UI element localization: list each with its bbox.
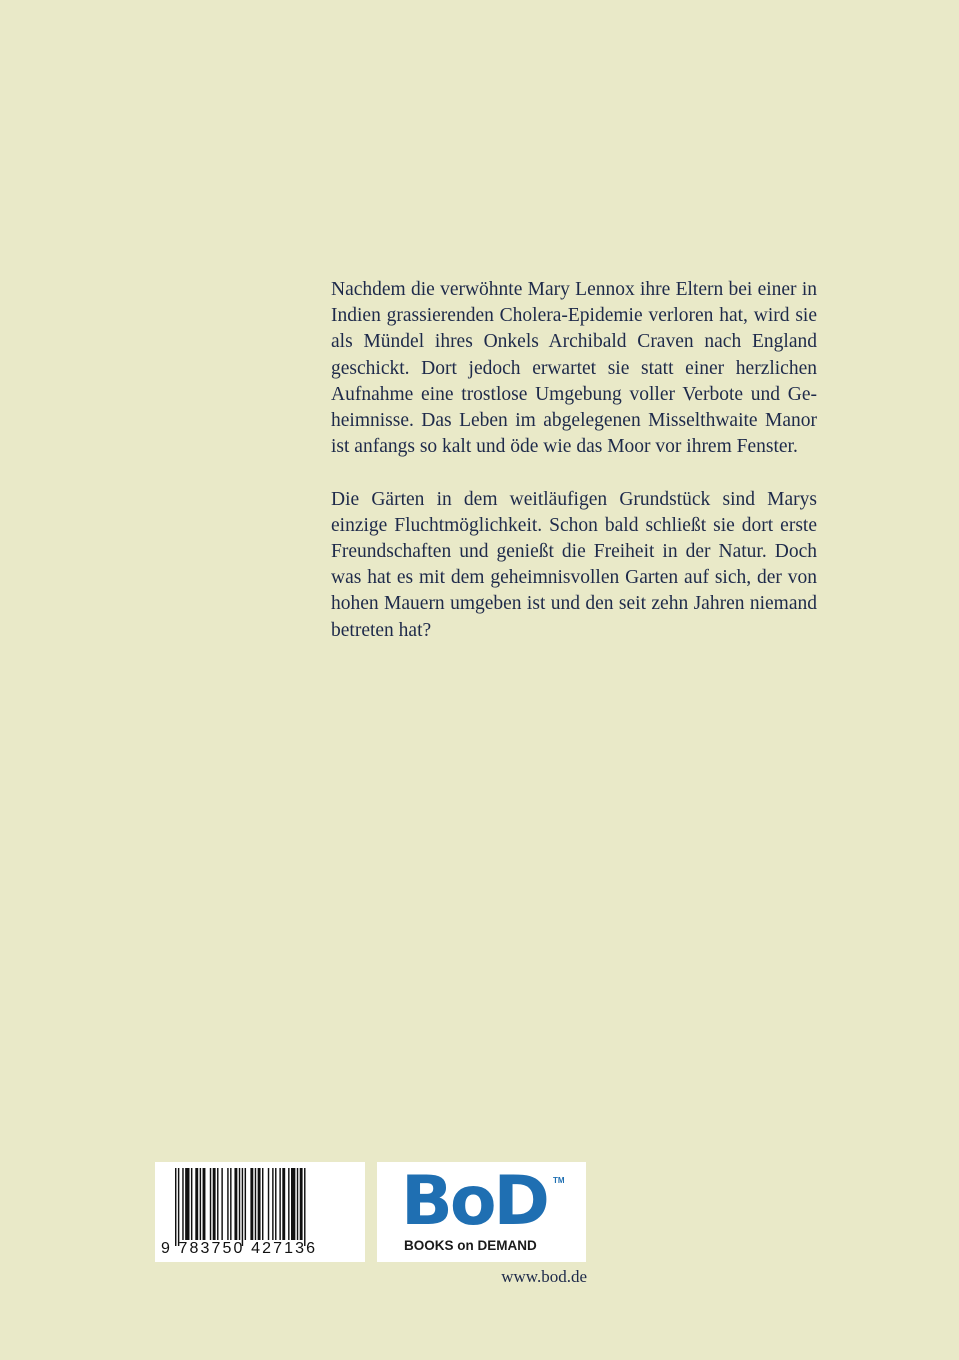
barcode-bar <box>230 1168 231 1240</box>
barcode-bar <box>279 1168 280 1240</box>
barcode-bar <box>210 1168 211 1240</box>
barcode-bar <box>275 1168 276 1240</box>
barcode-bar <box>262 1168 263 1240</box>
barcode-bar <box>272 1168 273 1240</box>
bod-logo <box>377 1162 586 1262</box>
barcode-bar <box>288 1168 289 1240</box>
barcode-bar <box>200 1168 201 1240</box>
bod-logo-mark: BoD <box>401 1162 547 1241</box>
barcode-bar <box>178 1168 179 1246</box>
barcode-bar <box>245 1168 246 1240</box>
barcode-bar <box>242 1168 243 1246</box>
barcode-bar <box>234 1168 237 1240</box>
bod-logo-subtitle: BOOKS on DEMAND <box>404 1238 537 1253</box>
barcode-bar <box>185 1168 189 1240</box>
barcode-bar <box>300 1168 303 1240</box>
trademark-symbol: TM <box>553 1176 565 1185</box>
barcode-bar <box>258 1168 261 1240</box>
barcode-bar <box>282 1168 285 1240</box>
barcode-bar <box>291 1168 295 1240</box>
barcode-bar <box>203 1168 206 1240</box>
back-cover-blurb <box>331 277 817 644</box>
barcode-bar <box>191 1168 192 1240</box>
barcode-bar <box>250 1168 253 1240</box>
barcode-bar <box>175 1168 176 1246</box>
blurb-paragraph-1: Nachdem die verwöhnte Mary Lennox ihre Eltern bei einer in Indien grassierenden Cholera-Epidemie verloren hat, wird sie als Mündel ihres Onkels Archibald Craven nach England geschickt. Dort jedoch erwartet sie statt einer herzlichen Aufnahme eine trostlose Umgebung voller Verbote und Geheimnisse. Das Leben im abgelegenen Misselthwaite Manor ist anfangs so kalt und öde wie das Moor vor ihrem Fenster. <box>331 279 817 458</box>
barcode-bar <box>255 1168 256 1240</box>
barcode-bar <box>297 1168 298 1240</box>
blurb-paragraph-2: Die Gärten in dem weitläufigen Grundstück sind Marys einzige Fluchtmöglichkeit. Schon bald schließt sie dort erste Freundschaften und genießt die Freiheit in der Natur. Doch was hat es mit dem geheimnisvollen Garten auf sich, der von hohen Mauern umgeben ist und den seit zehn Jahren niemand betreten hat? <box>331 488 817 641</box>
barcode-bar <box>182 1168 183 1240</box>
publisher-url: www.bod.de <box>501 1267 587 1286</box>
barcode-bar <box>239 1168 240 1240</box>
barcode-bar <box>195 1168 198 1240</box>
barcode-bar <box>217 1168 218 1240</box>
barcode-bar <box>221 1168 222 1240</box>
isbn-digits: 9 783750 427136 <box>161 1240 318 1257</box>
isbn-barcode <box>155 1162 365 1262</box>
barcode-bar <box>268 1168 269 1240</box>
barcode-bar <box>227 1168 228 1240</box>
barcode-bar <box>304 1168 305 1246</box>
barcode-bar <box>213 1168 216 1240</box>
